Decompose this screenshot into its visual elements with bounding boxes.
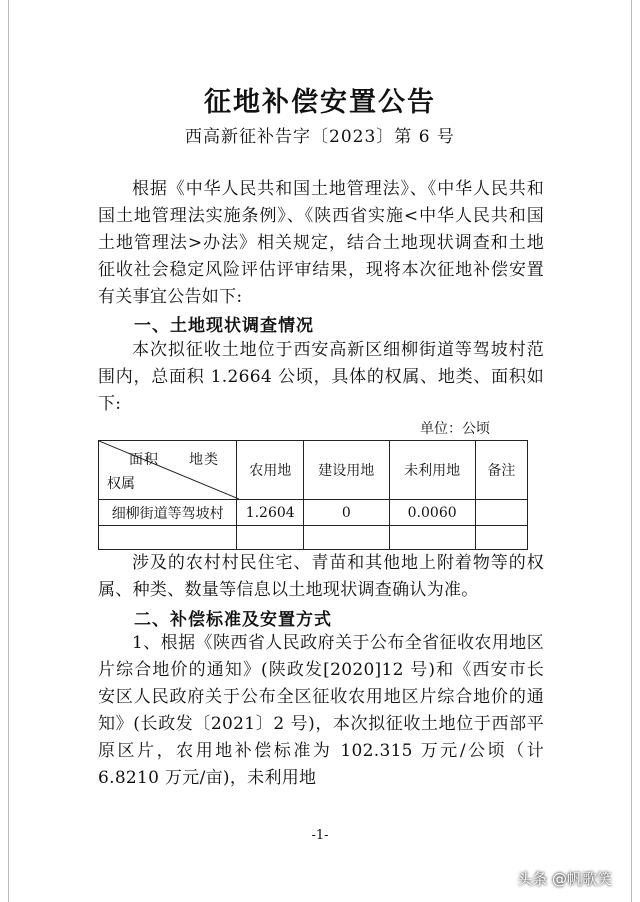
cell-note	[475, 500, 527, 526]
header-diagonal-cell	[99, 441, 237, 500]
empty-cell	[99, 526, 237, 550]
empty-cell	[475, 526, 527, 550]
empty-cell	[389, 526, 475, 550]
header-area-type-label: 面积 地类	[129, 452, 219, 468]
document-number: 西高新征补告字〔2023〕第 6 号	[185, 127, 455, 147]
table-row	[99, 500, 528, 526]
page-number: -1-	[311, 828, 329, 843]
col-header: 建设用地	[304, 441, 390, 500]
cell-unused: 0.0060	[389, 500, 475, 526]
table-header-row	[99, 441, 528, 500]
cell-owner: 细柳街道等驾坡村	[99, 500, 237, 526]
header-ownership-label: 权属	[107, 476, 135, 492]
cell-construction: 0	[304, 500, 390, 526]
empty-cell	[304, 526, 390, 550]
section2-heading: 二、补偿标准及安置方式	[134, 610, 332, 630]
col-header: 农用地	[237, 441, 304, 500]
section1-heading: 一、土地现状调查情况	[134, 316, 314, 336]
watermark: 头条 @帆歌笑	[517, 870, 612, 888]
col-header: 备注	[475, 441, 527, 500]
section1-paragraph: 本次拟征收土地位于西安高新区细柳街道等驾坡村范围内，总面积 1.2664 公顷，具体的权属、地类、面积如下:	[98, 340, 544, 414]
col-header: 未利用地	[389, 441, 475, 500]
empty-cell	[237, 526, 304, 550]
document-title: 征地补偿安置公告	[204, 87, 436, 118]
table-row-empty	[99, 526, 528, 550]
after-table-paragraph: 涉及的农村村民住宅、青苗和其他地上附着物等的权属、种类、数量等信息以土地现状调查确认为准。	[98, 553, 544, 600]
land-table	[98, 440, 528, 550]
intro-paragraph: 根据《中华人民共和国土地管理法》、《中华人民共和国土地管理法实施条例》、《陕西省实施<中华人民共和国土地管理法>办法》相关规定，结合土地现状调查和土地征收社会稳定风险评估评审结果，现将本次征地补偿安置有关事宜公告如下:	[98, 179, 544, 307]
cell-farmland: 1.2604	[237, 500, 304, 526]
table-unit-label: 单位：公顷	[420, 421, 490, 437]
section2-paragraph: 1、根据《陕西省人民政府关于公布全省征收农用地区片综合地价的通知》(陕政发[2020]12 号)和《西安市长安区人民政府关于公布全区征收农用地区片综合地价的通知》(长政发〔2021〕2 号)，本次拟征收土地位于西部平原区片，农用地补偿标准为 102.315 万元/公顷（计 6.8210 万元/亩)，未利用地	[98, 633, 544, 788]
